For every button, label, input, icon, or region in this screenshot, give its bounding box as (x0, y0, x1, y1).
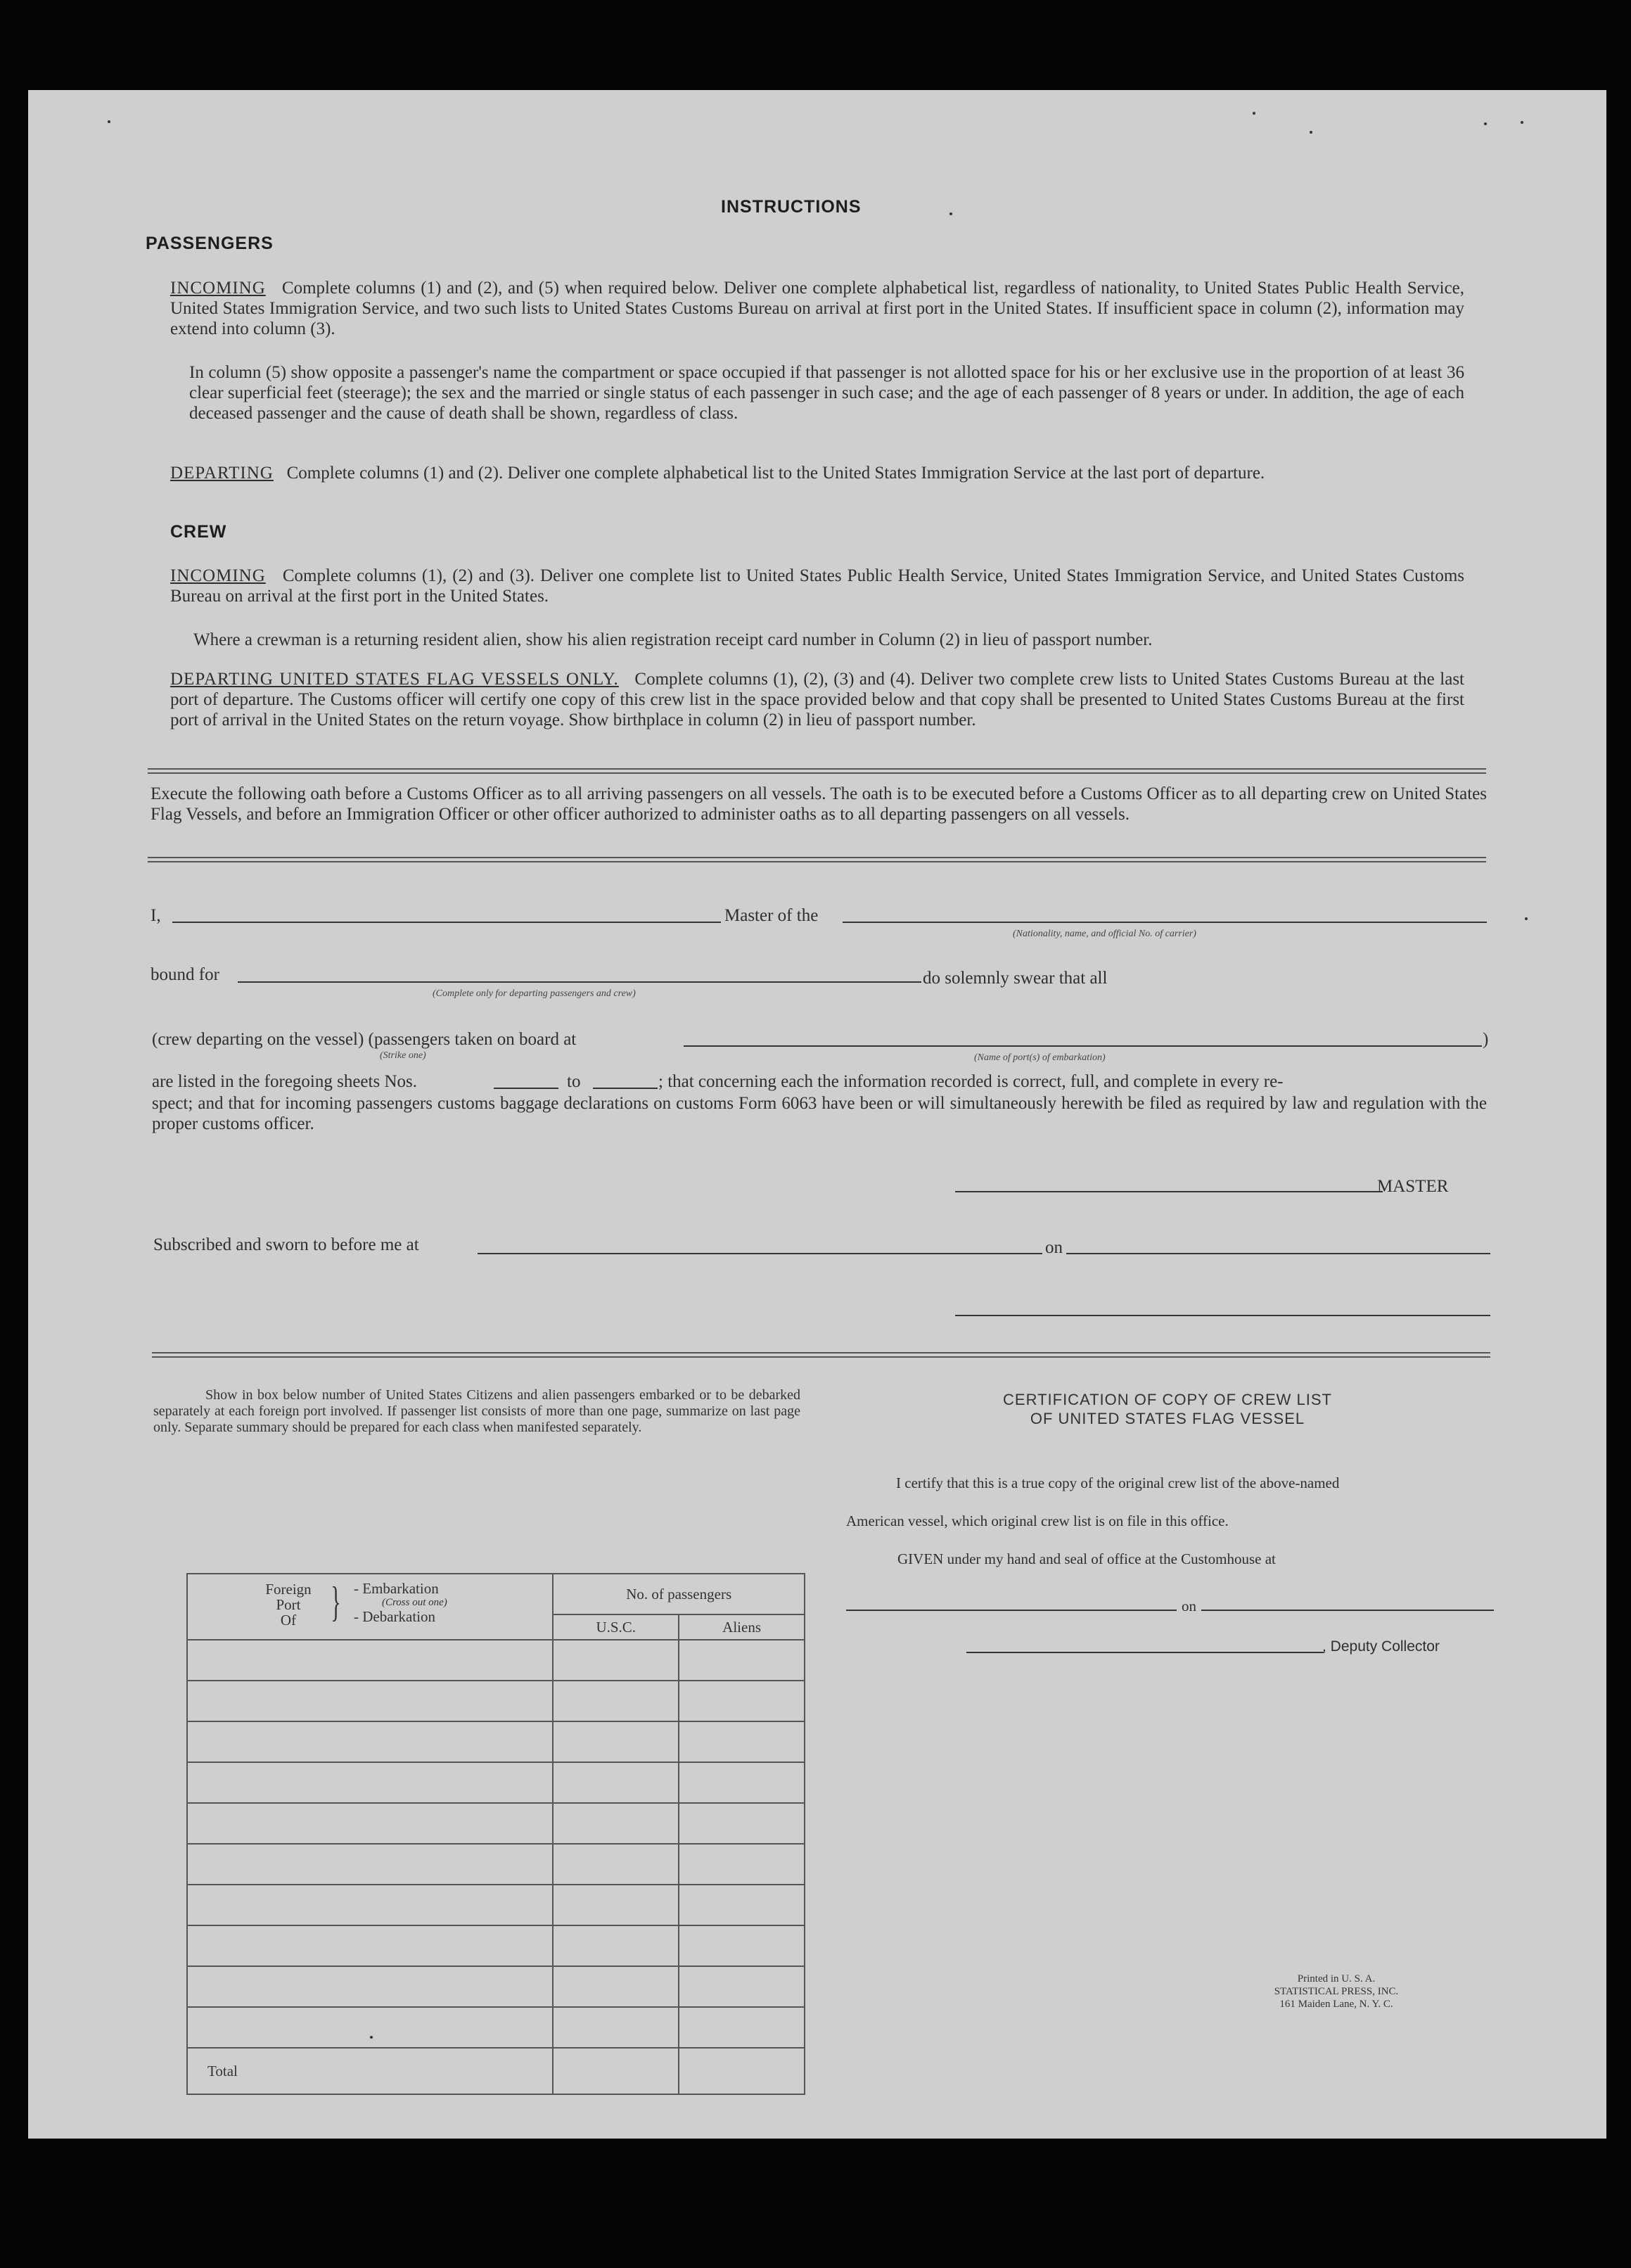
bound-for-line[interactable] (238, 981, 921, 983)
port-label: Port (276, 1596, 301, 1613)
embarkation-options (354, 1581, 447, 1624)
certification-title-line2: OF UNITED STATES FLAG VESSEL (1030, 1410, 1305, 1427)
crew-resident: Where a crewman is a returning resident alien, show his alien registration receipt card number in Column (2) in lieu of passport number. (193, 630, 1153, 649)
table-row (187, 1762, 805, 1803)
usc-cell[interactable] (553, 1640, 679, 1681)
certification-on-label: on (1182, 1598, 1196, 1614)
no-passengers-header: No. of passengers (553, 1574, 805, 1614)
port-cell[interactable] (187, 1885, 553, 1925)
aliens-cell[interactable] (679, 1966, 805, 2007)
printer-line1: Printed in U. S. A. (1297, 1973, 1376, 1984)
table-row (187, 1721, 805, 1762)
of-label: Of (280, 1612, 297, 1629)
table-row (187, 2007, 805, 2048)
total-row (187, 2048, 805, 2094)
passenger-summary-table (186, 1573, 805, 2095)
speck (949, 212, 952, 215)
foreign-port-header (187, 1574, 553, 1640)
passengers-heading: PASSENGERS (146, 234, 274, 253)
printer-line3: 161 Maiden Lane, N. Y. C. (1279, 1999, 1393, 2010)
subscribed-on-label: on (1045, 1238, 1063, 1257)
master-label: MASTER (1377, 1177, 1449, 1196)
strike-one-note: (Strike one) (380, 1050, 426, 1061)
master-signature-line[interactable] (955, 1191, 1383, 1192)
aliens-cell[interactable] (679, 2007, 805, 2048)
master-of-the-label: Master of the (724, 906, 819, 925)
foreign-port-label (257, 1581, 320, 1628)
passengers-departing (170, 463, 1464, 483)
port-cell[interactable] (187, 1721, 553, 1762)
listed-to-label: to (567, 1072, 581, 1091)
usc-cell[interactable] (553, 1762, 679, 1803)
deputy-collector-label: , Deputy Collector (1322, 1638, 1440, 1655)
crew-departing-text: (crew departing on the vessel) (passengers taken on board at (152, 1030, 577, 1049)
sheet-from-line[interactable] (494, 1088, 558, 1089)
port-cell[interactable] (187, 1925, 553, 1966)
table-row (187, 1803, 805, 1844)
printer-imprint (1224, 1973, 1449, 2011)
aliens-cell[interactable] (679, 1681, 805, 1721)
usc-cell[interactable] (553, 1925, 679, 1966)
brace-icon: } (331, 1579, 341, 1625)
passengers-incoming (170, 278, 1464, 339)
port-cell[interactable] (187, 1803, 553, 1844)
table-row (187, 1885, 805, 1925)
port-cell[interactable] (187, 1762, 553, 1803)
aliens-cell[interactable] (679, 1844, 805, 1885)
deputy-signature-line[interactable] (966, 1652, 1324, 1653)
crew-departing-label: DEPARTING UNITED STATES FLAG VESSELS ONLY. (170, 670, 619, 689)
passengers-incoming-text: Complete columns (1) and (2), and (5) when required below. Deliver one complete alphabetical list, regardless of nationality, to United States Public Health Service, United States Immigration Service, and two such lists to United States Customs Bureau on arrival at first port in the United States. If insufficient space in column (2), information may extend into column (3). (170, 279, 1465, 338)
speck (1484, 122, 1487, 125)
carrier-note: (Nationality, name, and official No. of carrier) (1013, 929, 1196, 939)
usc-cell[interactable] (553, 1844, 679, 1885)
certification-title-line1: CERTIFICATION OF COPY OF CREW LIST (1003, 1391, 1332, 1408)
master-name-line[interactable] (172, 922, 721, 923)
aliens-cell[interactable] (679, 1803, 805, 1844)
port-cell[interactable] (187, 1640, 553, 1681)
double-rule (152, 1352, 1490, 1358)
crew-incoming-label: INCOMING (170, 566, 266, 585)
port-cell[interactable] (187, 1966, 553, 2007)
usc-cell[interactable] (553, 1681, 679, 1721)
oath-i-label: I, (151, 906, 161, 925)
crew-departing (170, 669, 1464, 730)
listed-sheets-label: are listed in the foregoing sheets Nos. (152, 1072, 417, 1091)
given-text: GIVEN under my hand and seal of office at the Customhouse at (897, 1550, 1276, 1567)
officer-signature-line[interactable] (955, 1315, 1490, 1316)
speck (1525, 917, 1528, 920)
table-row (187, 1681, 805, 1721)
double-rule (148, 768, 1486, 774)
table-row (187, 1966, 805, 2007)
listed-continuation: spect; and that for incoming passengers customs baggage declarations on customs Form 6063 have been or will simultaneously herewith be filed as required by law and regulation with the proper customs officer. (152, 1094, 1487, 1133)
certify-text: I certify that this is a true copy of the original crew list of the above-named (896, 1474, 1340, 1491)
bound-for-label: bound for (151, 965, 219, 984)
carrier-line[interactable] (843, 922, 1487, 923)
aliens-cell[interactable] (679, 1640, 805, 1681)
aliens-cell[interactable] (679, 1721, 805, 1762)
usc-cell[interactable] (553, 1885, 679, 1925)
bound-for-note: (Complete only for departing passengers and crew) (433, 988, 636, 999)
crew-incoming-text: Complete columns (1), (2) and (3). Deliver one complete list to United States Public Health Service, United States Immigration Service, and United States Customs Bureau on arrival at the first port in the United States. (170, 566, 1465, 606)
port-cell[interactable] (187, 1681, 553, 1721)
speck (108, 120, 110, 123)
port-cell[interactable] (187, 1844, 553, 1885)
total-usc-cell[interactable] (553, 2048, 679, 2094)
customhouse-line[interactable] (846, 1610, 1177, 1611)
crew-departing-text: Complete columns (1), (2), (3) and (4). Deliver two complete crew lists to United States Customs Bureau at the last port of departure. The Customs officer will certify one copy of this crew list in the space provided below and that copy shall be presented to United States Customs Bureau at the first port of arrival in the United States on the return voyage. Show birthplace in column (2) in lieu of passport number. (170, 670, 1464, 730)
passengers-departing-text: Complete columns (1) and (2). Deliver one complete alphabetical list to the United States Immigration Service at the last port of departure. (286, 464, 1265, 483)
usc-cell[interactable] (553, 2007, 679, 2048)
table-row (187, 1844, 805, 1885)
aliens-header: Aliens (679, 1614, 805, 1640)
speck (1521, 121, 1523, 124)
double-rule (148, 857, 1486, 862)
passengers-column5: In column (5) show opposite a passenger's name the compartment or space occupied if that passenger is not allotted space for his or her exclusive use in the proportion of at least 36 clear superficial feet (steerage); the sex and the married or single status of each passenger in such case; and the age of each passenger of 8 years or under. In addition, the age of each deceased passenger and the cause of death shall be shown, regardless of class. (189, 363, 1464, 423)
subscribed-label: Subscribed and sworn to before me at (153, 1235, 419, 1254)
crew-heading: CREW (170, 522, 227, 542)
certification-title (886, 1390, 1449, 1428)
cross-out-note: (Cross out one) (382, 1597, 447, 1608)
passengers-departing-label: DEPARTING (170, 464, 274, 483)
usc-cell[interactable] (553, 1966, 679, 2007)
debarkation-option[interactable]: - Debarkation (354, 1608, 436, 1625)
usc-cell[interactable] (553, 1721, 679, 1762)
oath-instruction: Execute the following oath before a Customs Officer as to all arriving passengers on all vessels. The oath is to be executed before a Customs Officer as to all departing crew on United States Flag Vessels, and before an Immigration Officer or other officer authorized to administer oaths as to all departing passengers on all vessels. (151, 784, 1487, 824)
summary-instruction: Show in box below number of United States Citizens and alien passengers embarked or to be debarked separately at each foreign port involved. If passenger list consists of more than one page, summarize on last page only. Separate summary should be prepared for each class when manifested separately. (153, 1387, 800, 1435)
table-row (187, 1925, 805, 1966)
sheet-to-line[interactable] (593, 1088, 658, 1089)
aliens-cell[interactable] (679, 1925, 805, 1966)
american-vessel-text: American vessel, which original crew list is on file in this office. (846, 1512, 1229, 1529)
close-paren: ) (1483, 1030, 1489, 1049)
total-aliens-cell[interactable] (679, 2048, 805, 2094)
swear-text: do solemnly swear that all (923, 969, 1108, 988)
subscribed-date-line[interactable] (1066, 1253, 1490, 1254)
embarkation-option[interactable]: - Embarkation (354, 1580, 439, 1597)
certification-date-line[interactable] (1201, 1610, 1494, 1611)
aliens-cell[interactable] (679, 1762, 805, 1803)
speck (1310, 131, 1312, 134)
table-row (187, 1640, 805, 1681)
page-title: INSTRUCTIONS (721, 197, 862, 217)
subscribed-place-line[interactable] (478, 1253, 1042, 1254)
printer-line2: STATISTICAL PRESS, INC. (1274, 1986, 1399, 1997)
passengers-incoming-label: INCOMING (170, 279, 266, 298)
speck (1253, 112, 1255, 115)
usc-cell[interactable] (553, 1803, 679, 1844)
listed-text: ; that concerning each the information recorded is correct, full, and complete in every re- (658, 1072, 1284, 1091)
aliens-cell[interactable] (679, 1885, 805, 1925)
total-label: Total (187, 2048, 553, 2094)
embarkation-note: (Name of port(s) of embarkation) (974, 1052, 1106, 1063)
foreign-label: Foreign (265, 1581, 312, 1598)
usc-header: U.S.C. (553, 1614, 679, 1640)
embarkation-line[interactable] (684, 1045, 1482, 1047)
crew-incoming (170, 566, 1464, 606)
port-cell[interactable] (187, 2007, 553, 2048)
form-sheet (28, 90, 1606, 2139)
